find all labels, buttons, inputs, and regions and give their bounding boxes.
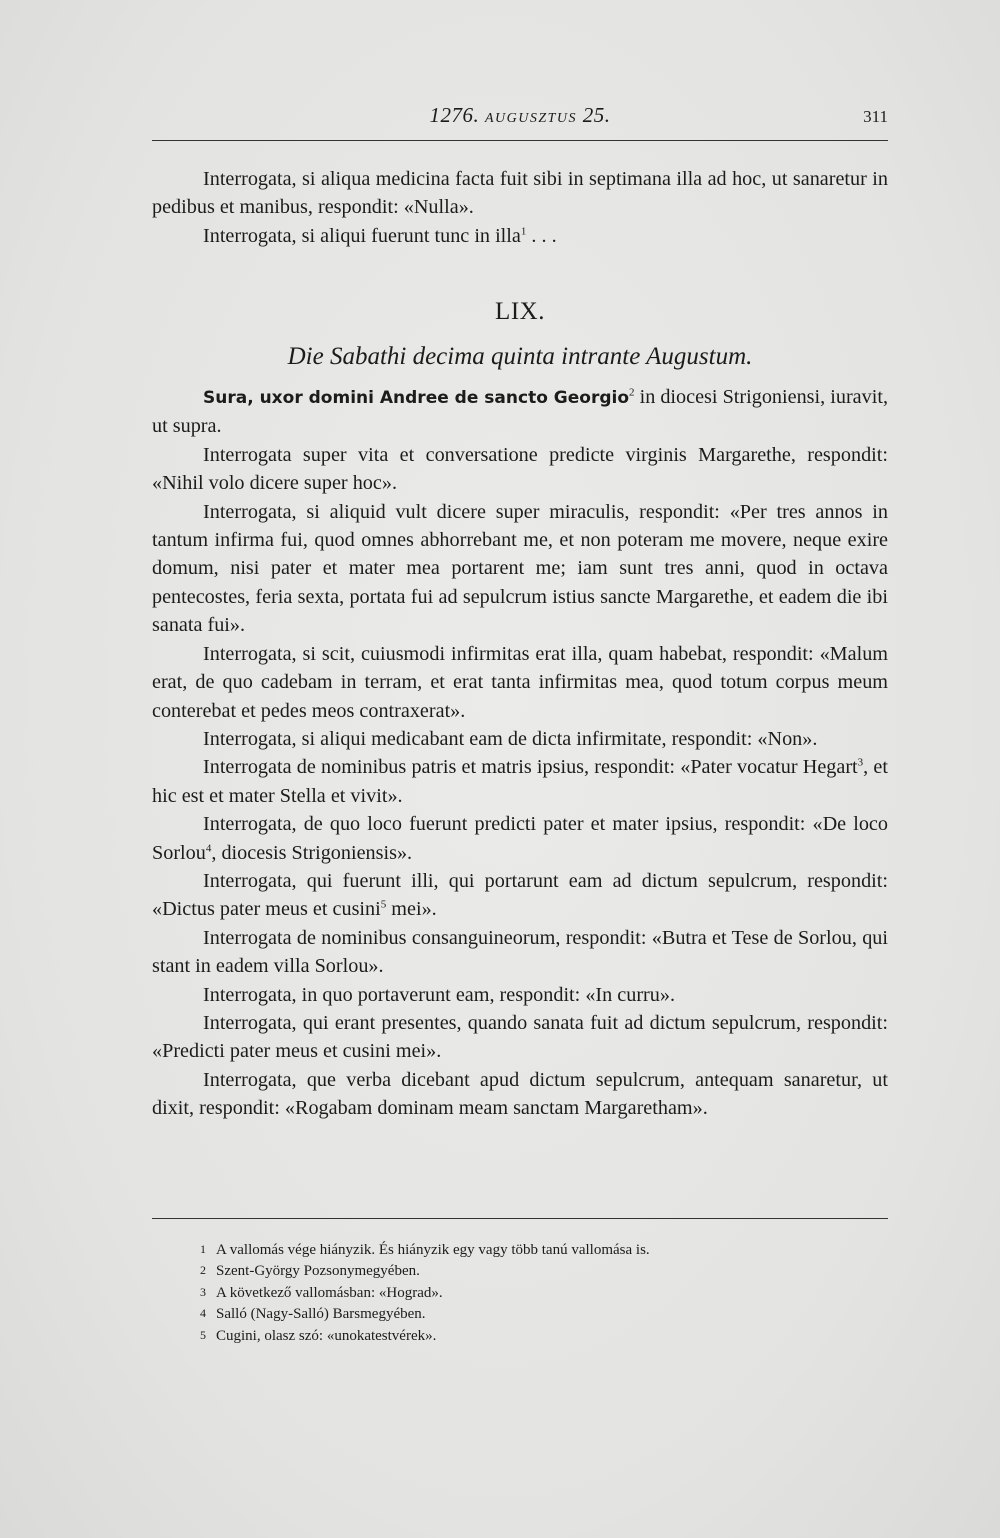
paragraph: Interrogata, qui fuerunt illi, qui portarunt eam ad dictum sepulcrum, respondit: «Dictus pater meus et cusini$^5$ mei». [152,869,888,921]
footnote: 1 A vallomás vége hiányzik. És hiányzik egy vagy több tanú vallomása is. [200,1239,880,1260]
header-day: 25. [582,103,611,127]
page-number: 311 [863,107,888,126]
header-year: 1276. [429,103,480,127]
running-header [152,103,888,143]
witness-name: Sura, uxor domini Andree de sancto Georgio [203,388,630,409]
footnote-mark: 1 [200,1242,206,1256]
footnotes [200,1239,880,1346]
paragraph: Interrogata super vita et conversatione predicte virginis Margarethe, respondit: «Nihil volo dicere super hoc». [152,443,888,495]
footnote-mark: 5 [200,1327,206,1342]
footnote: 4 Salló (Nagy-Salló) Barsmegyében. [200,1303,880,1324]
paragraph: Interrogata de nominibus patris et matris ipsius, respondit: «Pater vocatur Hegart$^3$, et hic est et mater Stella et vivit». [152,756,888,807]
header-rule [152,140,888,141]
footnote-ref: 3 [857,756,864,769]
footnote-ref: 1 [520,225,527,238]
paragraph: Interrogata, si aliqui medicabant eam de dicta infirmitate, respondit: «Non». [203,727,818,750]
footnote-rule [152,1218,888,1219]
paragraph: Interrogata, de quo loco fuerunt predicti pater et mater ipsius, respondit: «De loco Sorlou$^4$, diocesis Strigoniensis». [152,813,888,864]
paragraph: Interrogata, si aliqui fuerunt tunc in illa$^1$ . . . [203,224,557,247]
section-date: Die Sabathi decima quinta intrante Augustum. [287,342,753,370]
footnote-mark: 4 [200,1306,206,1321]
footnote-ref: 5 [380,898,387,911]
paragraph: Interrogata, si aliquid vult dicere super miraculis, respondit: «Per tres annos in tantum infirma fui, quod omnes abhorrebant me, et non poteram me movere, neque exire domum, nisi pater et mater mea portarent me; iam sunt tres anni, quod in octava pentecostes, feria sexta, portata fui ad sepulcrum istius sancte Margarethe, et eadem die ibi sanata fui». [152,500,888,637]
footnote-ref: 4 [205,841,212,854]
paragraph: Interrogata, in quo portaverunt eam, respondit: «In curru». [203,983,676,1006]
header-date [152,103,888,128]
footnote: 5 Cugini, olasz szó: «unokatestvérek». [200,1325,880,1346]
main-text [152,165,888,1123]
section-number: LIX. [495,298,545,326]
witness-intro: Sura, uxor domini Andree de sancto Georgio$^2$ in diocesi Strigoniensi, iuravit, ut supra. [152,386,888,438]
header-month: AUGUSZTUS [484,111,578,126]
footnote-mark: 3 [200,1284,206,1299]
footnote: 3 A következő vallomásban: «Hograd». [200,1282,880,1303]
footnote-mark: 2 [200,1263,206,1278]
footnote: 2 Szent-György Pozsonymegyében. [200,1260,880,1281]
footnote-ref: 2 [629,386,635,399]
paragraph: Interrogata, si scit, cuiusmodi infirmitas erat illa, quam habebat, respondit: «Malum erat, de quo cadebam in terram, et erat tanta infirmitas mea, quod totum corpus meum conterebat et pedes meos contraxerat». [152,642,888,722]
paragraph: Interrogata de nominibus consanguineorum, respondit: «Butra et Tese de Sorlou, qui stant in eadem villa Sorlou». [152,926,888,978]
paragraph: Interrogata, qui erant presentes, quando sanata fuit ad dictum sepulcrum, respondit: «Predicti pater meus et cusini mei». [152,1011,888,1063]
paragraph: Interrogata, si aliqua medicina facta fuit sibi in septimana illa ad hoc, ut sanaretur in pedibus et manibus, respondit: «Nulla». [152,168,888,219]
paragraph: Interrogata, que verba dicebant apud dictum sepulcrum, antequam sanaretur, ut dixit, respondit: «Rogabam dominam meam sanctam Margaretham». [152,1068,888,1120]
